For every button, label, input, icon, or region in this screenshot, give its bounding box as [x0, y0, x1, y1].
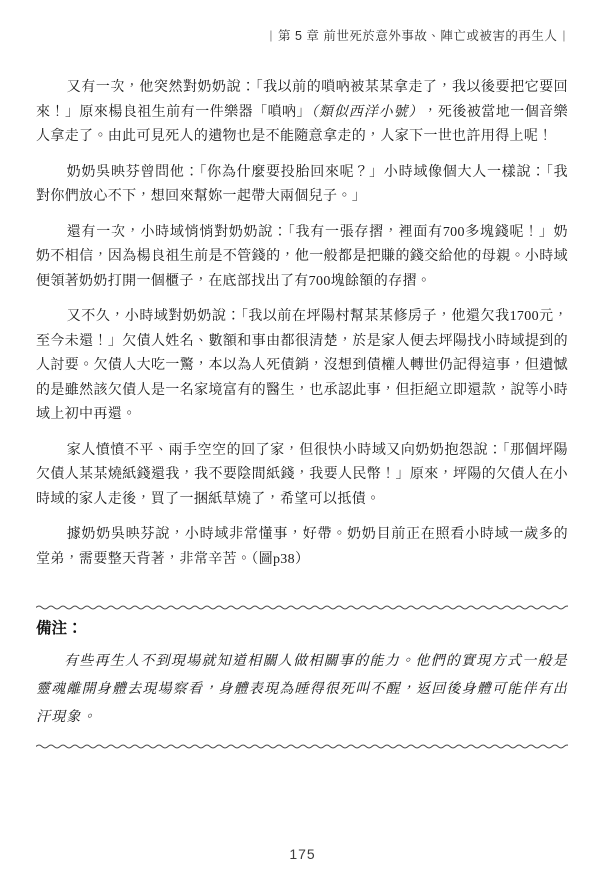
- running-header: [264, 28, 571, 45]
- paragraph-text-annotation: （類似西洋小號）: [311, 104, 424, 120]
- note-heading: 備注：: [36, 620, 83, 637]
- paragraph-bankbook: 還有一次，小時域悄悄對奶奶說：「我有一張存摺，裡面有700多塊錢呢！」奶奶不相信，因為楊良祖生前是不管錢的，他一般都是把賺的錢交給他的母親。小時域便領著奶奶打開一個櫃子，在底部找出了有700塊餘額的存摺。: [36, 224, 568, 289]
- paragraph-closing: 據奶奶吳映芬說，小時域非常懂事，好帶。奶奶目前正在照看小時域一歲多的堂弟，需要整天背著，非常辛苦。（圖p38）: [36, 527, 568, 567]
- note-section: [36, 603, 568, 751]
- paragraph-paper-money: 家人憤憤不平、兩手空空的回了家，但很快小時域又向奶奶抱怨說：「那個坪陽欠債人某某燒紙錢還我，我不要陰間紙錢，我要人民幣！」原來，坪陽的欠債人在小時域的家人走後，買了一捆紙草燒了，希望可以抵債。: [36, 442, 568, 507]
- page-number: 175: [289, 846, 316, 862]
- paragraph-text: 又有一次，他突然對奶奶說：「我以前的嗩吶被某某拿走了，我以後要把它要回來！」原來楊良祖生前有一件樂器「嗩吶」: [36, 80, 568, 120]
- note-body-text: 有些再生人不到現場就知道相關人做相關事的能力。他們的實現方式一般是靈魂離開身體去現場察看，身體表現為睡得很死叫不醒，返回後身體可能伴有出汗現象。: [36, 654, 568, 725]
- paragraph-suona: [36, 76, 568, 150]
- wavy-divider-bottom-icon: [36, 742, 568, 751]
- paragraph-grandma-question: 奶奶吳映芬曾問他：「你為什麼要投胎回來呢？」小時域像個大人一樣說：「我對你們放心不下，想回來幫妳一起帶大兩個兒子。」: [36, 164, 568, 204]
- header-bar-right: |: [562, 28, 566, 42]
- header-bar-left: |: [269, 28, 273, 42]
- chapter-title: 第 5 章 前世死於意外事故、陣亡或被害的再生人: [278, 29, 558, 43]
- wavy-divider-top-icon: [36, 603, 568, 612]
- page-body: [36, 76, 568, 751]
- paragraph-text: ，死後被當地一個音樂人拿走了。由此可見死人的遺物也是不能隨意拿走的，人家下一世也許用得上呢！: [36, 104, 568, 144]
- paragraph-debt: 又不久，小時域對奶奶說：「我以前在坪陽村幫某某修房子，他還欠我1700元，至今未還！」欠債人姓名、數額和事由都很清楚，於是家人便去坪陽找小時域提到的人討要。欠債人大吃一驚，本以為人死債銷，沒想到債權人轉世仍記得這事，但遺憾的是雖然該欠債人是一名家境富有的醫生，也承認此事，但拒絕立即還款，說等小時域上初中再還。: [36, 309, 568, 422]
